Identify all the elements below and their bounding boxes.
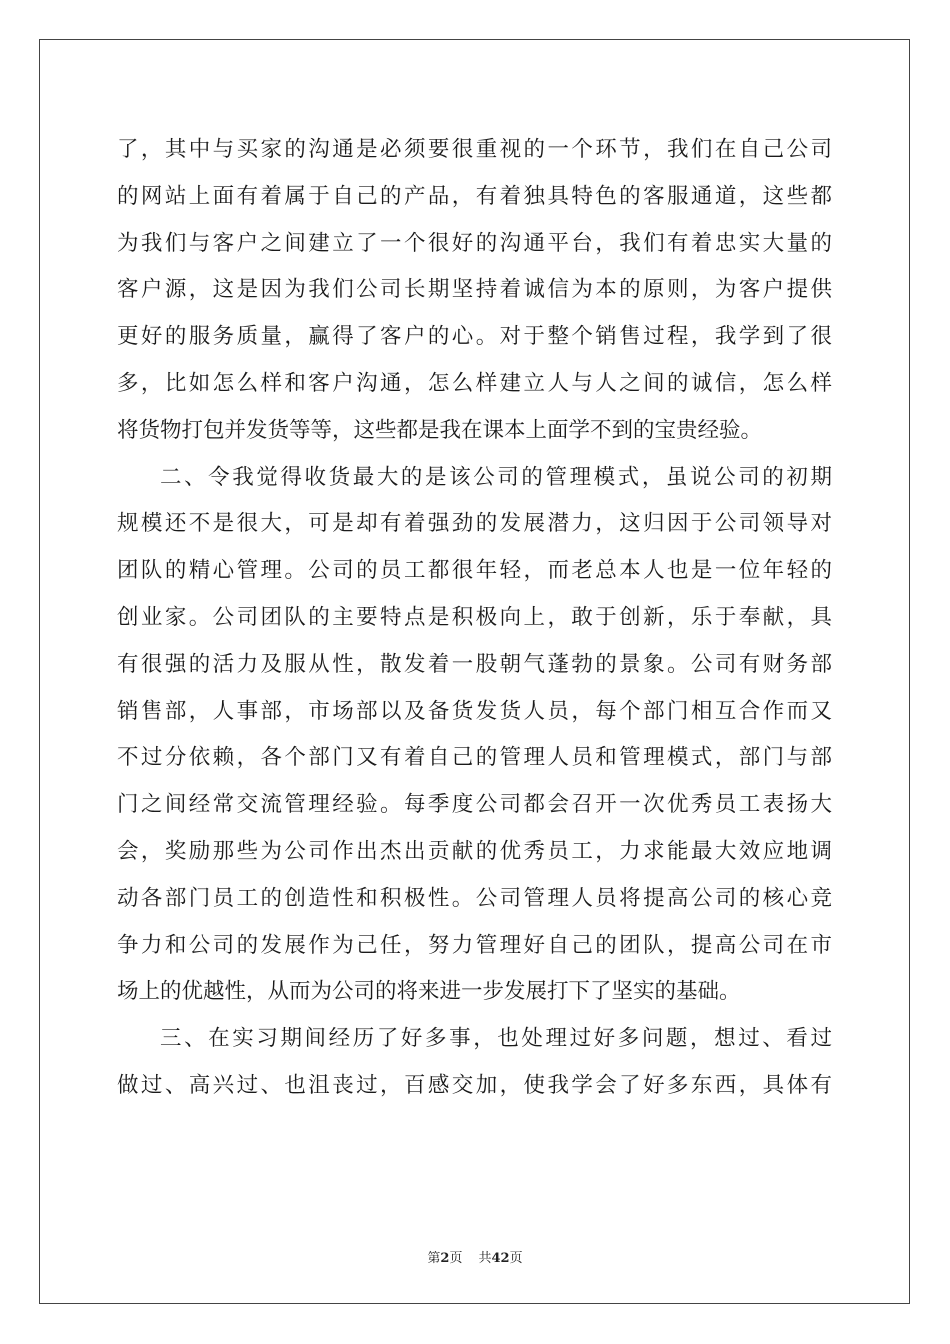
text-line: 客户源，这是因为我们公司长期坚持着诚信为本的原则，为客户提供: [117, 277, 832, 303]
text-line: 二、令我觉得收货最大的是该公司的管理模式，虽说公司的初期: [160, 464, 832, 490]
text-line: 不过分依赖，各个部门又有着自己的管理人员和管理模式，部门与部: [117, 745, 832, 771]
total-prefix: 共: [478, 1251, 492, 1266]
text-line: 的网站上面有着属于自己的产品，有着独具特色的客服通道，这些都: [117, 183, 832, 209]
page-prefix: 第: [427, 1251, 441, 1266]
document-body: [117, 127, 832, 1110]
page-number: 2: [440, 1251, 450, 1266]
text-line: 会，奖励那些为公司作出杰出贡献的优秀员工，力求能最大效应地调: [117, 838, 832, 864]
text-line: 将货物打包并发货等等，这些都是我在课本上面学不到的宝贵经验。: [117, 417, 763, 443]
text-line: 有很强的活力及服从性，散发着一股朝气蓬勃的景象。公司有财务部: [117, 651, 832, 677]
text-line: 场上的优越性，从而为公司的将来进一步发展打下了坚实的基础。: [117, 979, 741, 1005]
text-line: 门之间经常交流管理经验。每季度公司都会召开一次优秀员工表扬大: [117, 792, 832, 818]
text-line: 争力和公司的发展作为己任，努力管理好自己的团队，提高公司在市: [117, 932, 832, 958]
text-line: 团队的精心管理。公司的员工都很年轻，而老总本人也是一位年轻的: [117, 558, 832, 584]
text-line: 创业家。公司团队的主要特点是积极向上，敢于创新，乐于奉献，具: [117, 604, 832, 630]
text-line: 多，比如怎么样和客户沟通，怎么样建立人与人之间的诚信，怎么样: [117, 370, 832, 396]
text-line: 了，其中与买家的沟通是必须要很重视的一个环节，我们在自己公司: [117, 137, 832, 162]
text-line: 更好的服务质量，赢得了客户的心。对于整个销售过程，我学到了很: [117, 324, 832, 350]
text-line: 三、在实习期间经历了好多事，也处理过好多问题，想过、看过: [160, 1026, 832, 1052]
text-line: 销售部，人事部，市场部以及备货发货人员，每个部门相互合作而又: [117, 698, 832, 724]
total-pages: 42: [491, 1251, 510, 1266]
page-footer: [0, 1247, 950, 1266]
text-line: 动各部门员工的创造性和积极性。公司管理人员将提高公司的核心竞: [117, 885, 832, 911]
text-line: 为我们与客户之间建立了一个很好的沟通平台，我们有着忠实大量的: [117, 230, 832, 256]
text-line: 做过、高兴过、也沮丧过，百感交加，使我学会了好多东西，具体有: [117, 1072, 832, 1098]
page-suffix: 页: [449, 1251, 463, 1266]
total-suffix: 页: [509, 1251, 523, 1266]
text-line: 规模还不是很大，可是却有着强劲的发展潜力，这归因于公司领导对: [117, 511, 832, 537]
